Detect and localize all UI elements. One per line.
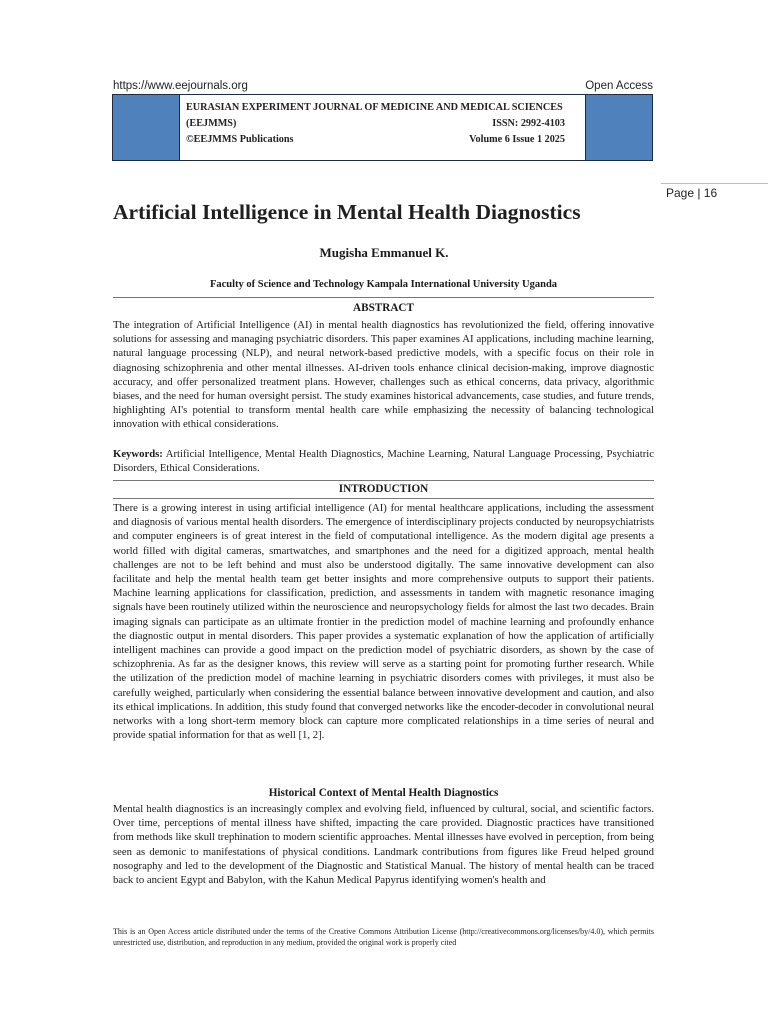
banner-info xyxy=(180,95,585,160)
article-author: Mugisha Emmanuel K. xyxy=(319,245,449,260)
journal-name: EURASIAN EXPERIMENT JOURNAL OF MEDICINE AND MEDICAL SCIENCES xyxy=(186,102,563,113)
running-header xyxy=(113,80,653,92)
historical-heading: Historical Context of Mental Health Diagnostics xyxy=(268,787,499,799)
keywords xyxy=(113,447,654,475)
introduction-text: There is a growing interest in using artificial intelligence (AI) for mental healthcare applications, including the assessment and diagnosis of various mental health disorders. The emergence of interdisciplinary projects conducted by neuropsychiatrists and computer engineers is of great interest in the field of computational intelligence. As the modern digital age presents a world filled with digital cameras, smartwatches, and smartphones and the need for a digitized approach, mental health challenges are not to be left behind and must also be understood digitally. The same innovative development can also facilitate and help the mental health team get better insights and more comprehensive outputs to support their patients. Machine learning applications for classification, prediction, and assessments in tandem with magnetic resonance imaging signals have been routinely utilized within the neuroscience and neuropsychology fields for almost the last two decades. Brain imaging signals can participate as an ultimate frontier in the prediction model of machine learning and profoundly enhance the diagnostic output in mental disorders. This paper provides a systematic explanation of how the application of artificially intelligent machines can provide a good impact on the prediction model of psychiatric disorders, as shown by the case of schizophrenia. As far as the designer knows, this review will serve as a starting point for promoting further research. While the utilization of the prediction model of machine learning in psychiatric disorders comes with privileges, it must also be carefully weighed, particularly when considering the essential balance between innovative development and caution, and also its ethical implications. In addition, this study found that converged networks like the encoder-decoder in convolutional neural networks with a long short-term memory block can capture more complicated relationships in a time series of neural and provide spatial information for that as well [1, 2]. xyxy=(113,502,654,742)
author-affiliation: Faculty of Science and Technology Kampala International University Uganda xyxy=(209,279,558,290)
journal-volume: Volume 6 Issue 1 2025 xyxy=(469,134,565,145)
divider xyxy=(113,297,654,298)
page-number: Page | 16 xyxy=(666,186,718,200)
journal-publisher: ©EEJMMS Publications xyxy=(186,134,294,145)
license-footer: This is an Open Access article distributed under the terms of the Creative Commons Attribution License (http://creativecommons.org/licenses/by/4.0), which permits unrestricted use, distribution, and reproduction in any medium, provided the original work is properly cited xyxy=(113,927,654,948)
historical-text: Mental health diagnostics is an increasingly complex and evolving field, influenced by cultural, social, and scientific factors. Over time, perceptions of mental illness have shifted, impacting the care provided. Diagnostic practices have transitioned from methods like skull trephination to modern scientific approaches. Mental illnesses have evolved in perception, from being seen as demonic to manifestations of physical conditions. Landmark contributions from figures like Freud helped ground nosography and led to the development of the Diagnostic and Statistical Manual. The history of mental health can be traced back to ancient Egypt and Babylon, with the Kahun Medical Papyrus identifying women's health and xyxy=(113,803,654,887)
introduction-heading: INTRODUCTION xyxy=(338,483,429,495)
abstract-heading: ABSTRACT xyxy=(353,302,414,314)
keywords-label: Keywords: xyxy=(113,448,163,460)
banner-row-issn xyxy=(186,116,579,132)
journal-issn: ISSN: 2992-4103 xyxy=(492,118,565,129)
page-number-rule xyxy=(661,183,768,184)
journal-abbr: (EEJMMS) xyxy=(186,118,237,129)
keywords-list: Artificial Intelligence, Mental Health Diagnostics, Machine Learning, Natural Language Processing, Psychiatric Disorders, Ethical Considerations. xyxy=(113,448,654,475)
abstract-text: The integration of Artificial Intelligence (AI) in mental health diagnostics has revolutionized the field, offering innovative solutions for assessing and managing psychiatric disorders. This paper examines AI applications, including machine learning, natural language processing (NLP), and neural network-based predictive models, with a specific focus on their role in diagnosing schizophrenia and other mental illnesses. AI-driven tools enhance clinical decision-making, improve diagnostic accuracy, and offer personalized treatment plans. However, challenges such as ethical concerns, data privacy, algorithmic biases, and the need for human oversight persist. The study examines historical advancements, case studies, and future trends, highlighting AI's potential to transform mental health care while emphasizing the necessity of balancing technological innovation with ethical considerations. xyxy=(113,319,654,431)
article-title: Artificial Intelligence in Mental Health Diagnostics xyxy=(113,200,581,224)
journal-url[interactable]: https://www.eejournals.org xyxy=(113,80,248,92)
banner-left-block xyxy=(113,95,180,160)
open-access-label: Open Access xyxy=(585,80,653,92)
divider xyxy=(113,498,654,499)
banner-right-block xyxy=(585,95,652,160)
banner-row-volume xyxy=(186,132,579,148)
divider xyxy=(113,480,654,481)
journal-banner xyxy=(112,94,653,161)
